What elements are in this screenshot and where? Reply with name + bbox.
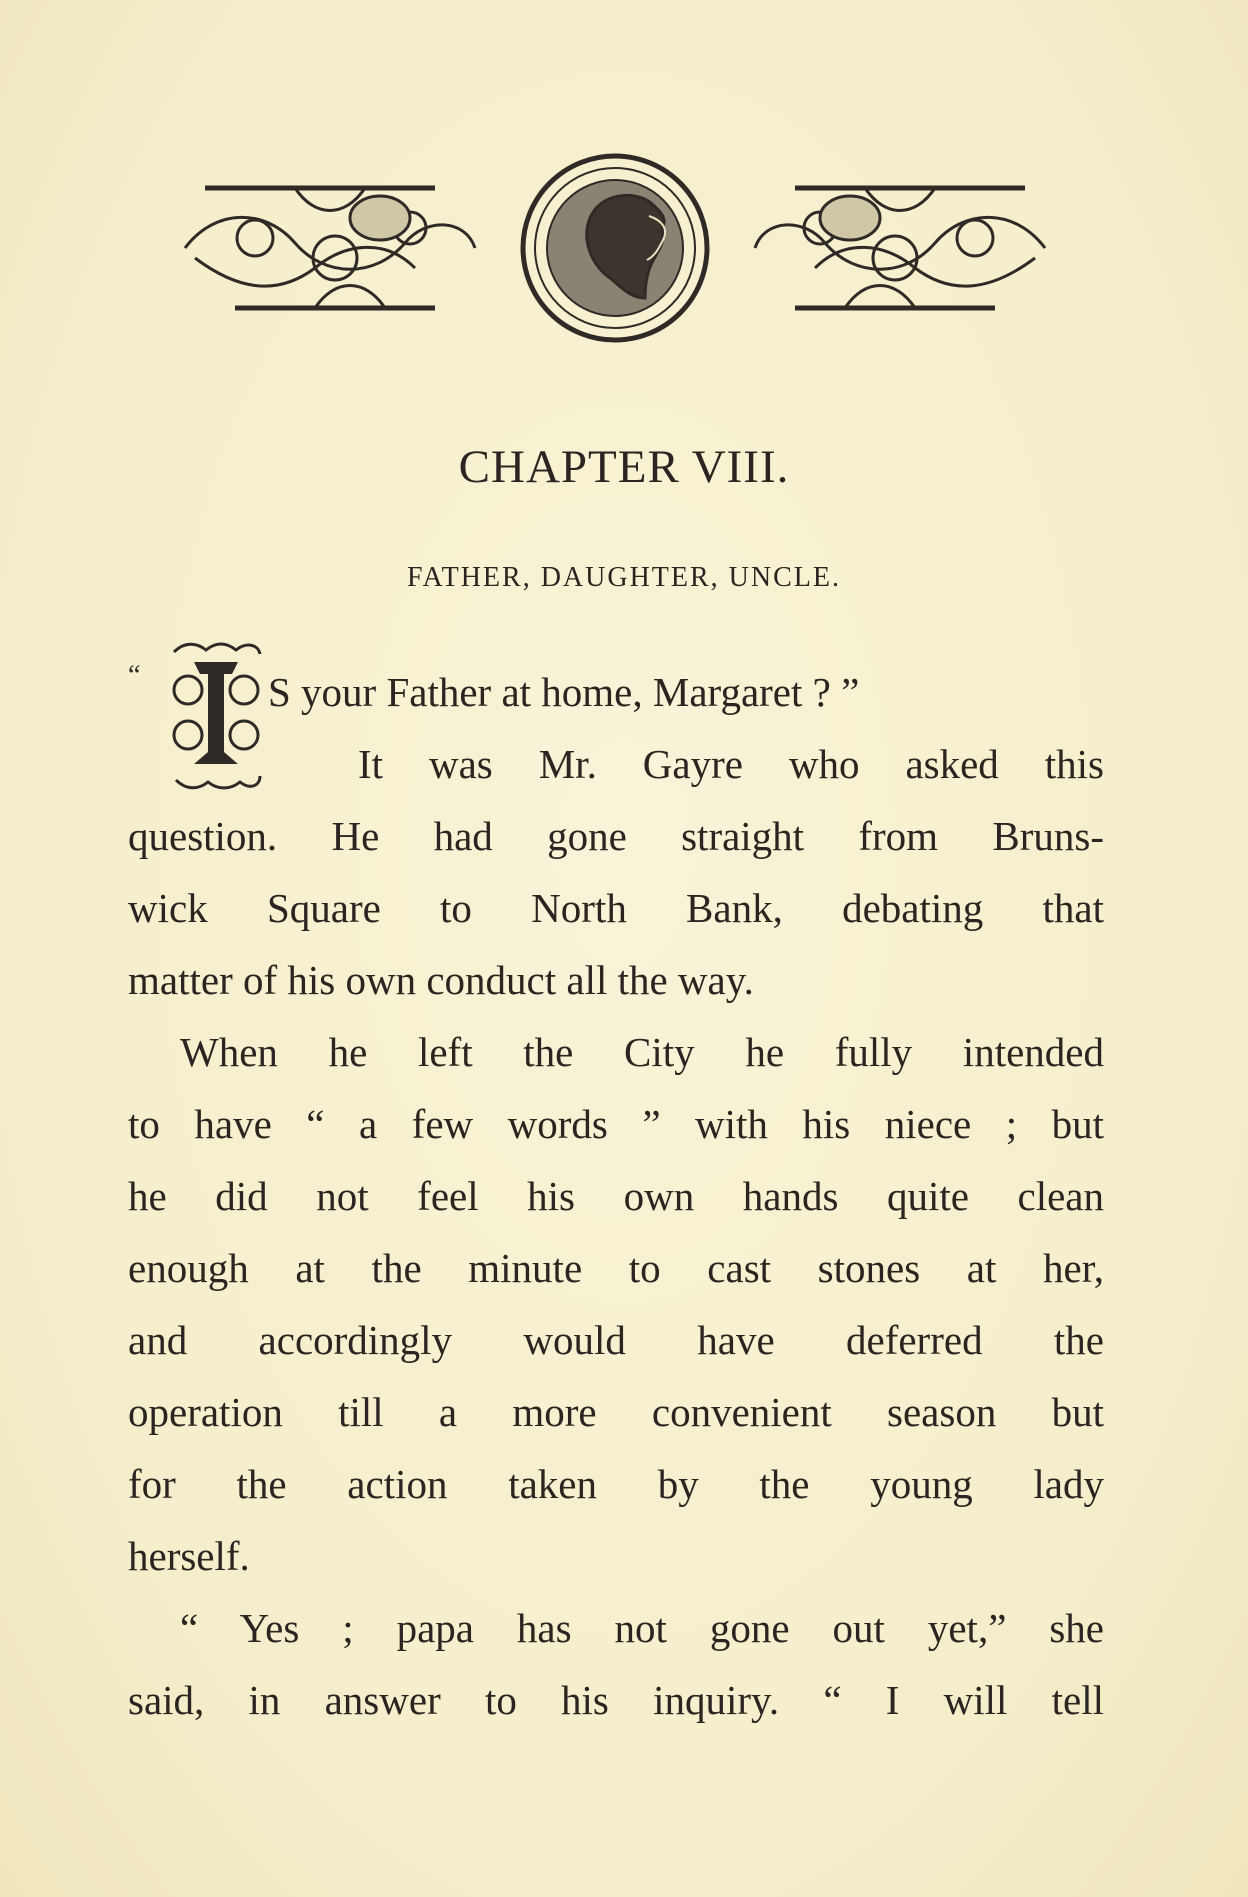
text-line: S your Father at home, Margaret ? ” xyxy=(268,669,860,715)
ornamental-headpiece xyxy=(175,148,1055,348)
text-line: to have “ a few words ” with his niece ; but xyxy=(128,1101,1104,1147)
text-line: operation till a more convenient season but xyxy=(128,1389,1104,1435)
text-line: “ Yes ; papa has not gone out yet,” she xyxy=(180,1605,1104,1651)
text-line: enough at the minute to cast stones at her, xyxy=(128,1245,1104,1291)
text-line: he did not feel his own hands quite clean xyxy=(128,1173,1104,1219)
text-line: matter of his own conduct all the way. xyxy=(128,957,754,1003)
text-line: herself. xyxy=(128,1533,250,1579)
text-line: When he left the City he fully intended xyxy=(180,1029,1104,1075)
chapter-subtitle: FATHER, DAUGHTER, UNCLE. xyxy=(406,562,842,593)
text-line: said, in answer to his inquiry. “ I will tell xyxy=(128,1677,1104,1723)
opening-quote: “ xyxy=(128,660,141,691)
decorative-initial-i xyxy=(166,640,266,790)
text-line: It was Mr. Gayre who asked this xyxy=(358,741,1104,787)
chapter-title: CHAPTER VIII. xyxy=(458,441,790,493)
text-line: question. He had gone straight from Bruns- xyxy=(128,813,1104,859)
text-line: wick Square to North Bank, debating that xyxy=(128,885,1104,931)
text-line: for the action taken by the young lady xyxy=(128,1461,1104,1507)
text-line: and accordingly would have deferred the xyxy=(128,1317,1104,1363)
